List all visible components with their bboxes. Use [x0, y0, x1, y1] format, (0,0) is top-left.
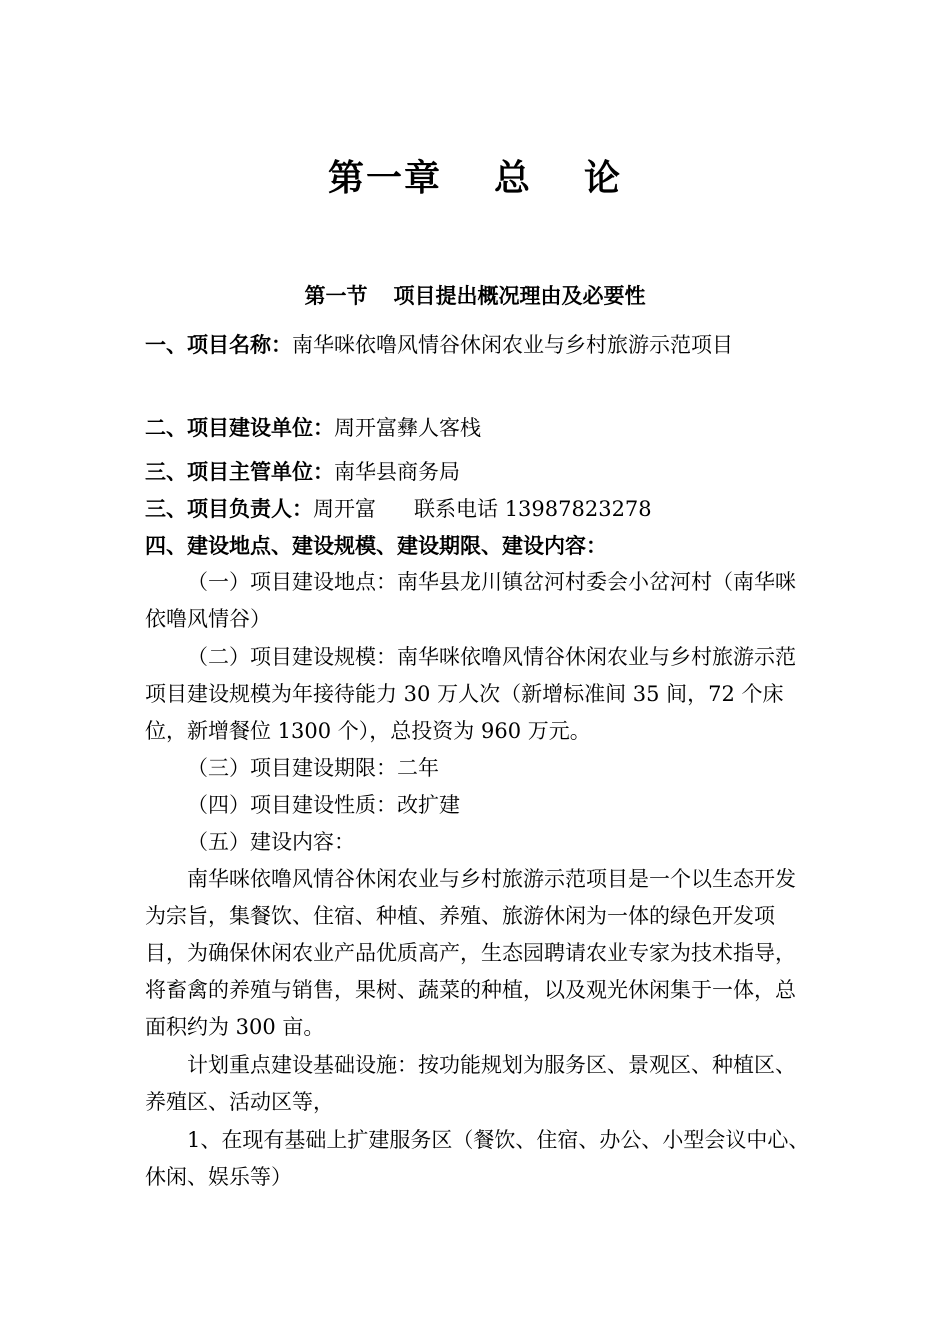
section-number: 第一节 [304, 283, 368, 308]
location-paragraph: （一）项目建设地点：南华县龙川镇岔河村委会小岔河村（南华咪依噜风情谷） [145, 570, 796, 631]
construction-unit-value: 周开富彝人客栈 [334, 416, 481, 440]
content-paragraph-2: 计划重点建设基础设施：按功能规划为服务区、景观区、种植区、养殖区、活动区等， [145, 1053, 796, 1114]
project-name-value: 南华咪依噜风情谷休闲农业与乡村旅游示范项目 [292, 333, 733, 357]
period-line: （三）项目建设期限：二年 [187, 756, 439, 780]
content-paragraph-3: 1、在现有基础上扩建服务区（餐饮、住宿、办公、小型会议中心、休闲、娱乐等） [145, 1128, 810, 1189]
authority-line [145, 453, 810, 491]
phone-value: 13987823278 [504, 497, 652, 521]
authority-label: 三、项目主管单位： [145, 459, 334, 484]
construction-unit-label: 二、项目建设单位： [145, 415, 334, 440]
authority-value: 南华县商务局 [334, 460, 460, 484]
chapter-word-1: 总 [493, 157, 532, 199]
project-name-label: 一、项目名称： [145, 332, 292, 357]
leader-value: 周开富 [313, 497, 376, 521]
construction-unit-line [145, 409, 810, 447]
phone-label: 联系电话 [414, 497, 498, 521]
chapter-prefix: 第一章 [327, 157, 442, 199]
content-heading: （五）建设内容： [187, 830, 355, 854]
content-paragraph-1: 南华咪依噜风情谷休闲农业与乡村旅游示范项目是一个以生态开发为宗旨，集餐饮、住宿、种植、养殖、旅游休闲为一体的绿色开发项目，为确保休闲农业产品优质高产，生态园聘请农业专家为技术指导，将畜禽的养殖与销售，果树、蔬菜的种植，以及观光休闲集于一体，总面积约为 300 亩。 [145, 867, 796, 1039]
project-name-line [145, 326, 810, 364]
scale-paragraph: （二）项目建设规模：南华咪依噜风情谷休闲农业与乡村旅游示范项目建设规模为年接待能力 30 万人次（新增标准间 35 间，72 个床位，新增餐位 1300 个），总投资为 960 万元。 [145, 645, 796, 743]
chapter-word-2: 论 [584, 157, 623, 199]
construction-heading: 四、建设地点、建设规模、建设期限、建设内容： [145, 533, 607, 558]
leader-label: 三、项目负责人： [145, 496, 313, 521]
section-title [0, 280, 950, 310]
leader-line [145, 490, 810, 528]
chapter-title [0, 150, 950, 201]
nature-line: （四）项目建设性质：改扩建 [187, 793, 460, 817]
section-heading: 项目提出概况理由及必要性 [393, 283, 646, 308]
